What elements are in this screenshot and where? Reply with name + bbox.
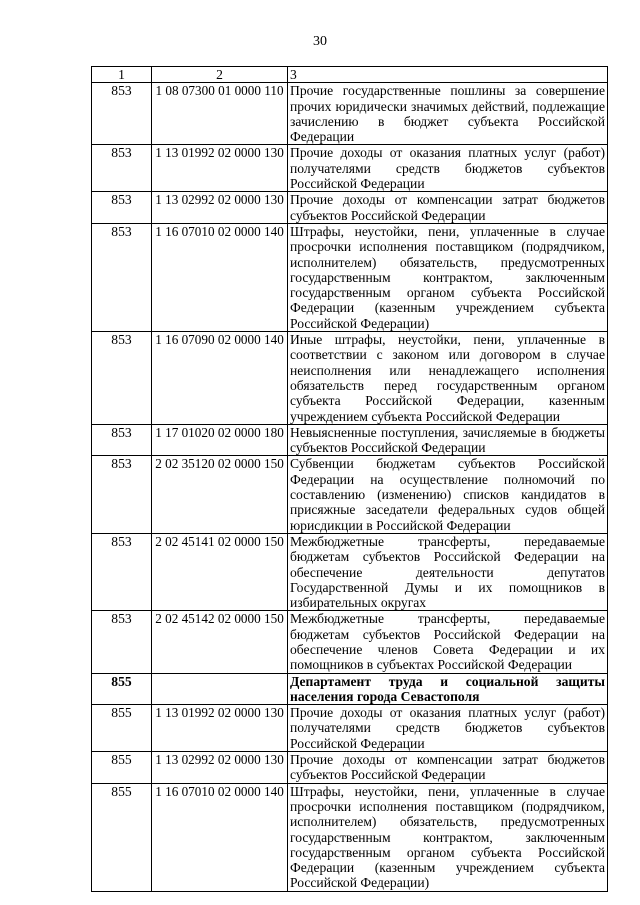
table-row — [92, 83, 608, 145]
description-cell: Прочие доходы от оказания платных услуг (работ) получателями средств бюджетов субъектов Российской Федерации — [288, 705, 608, 752]
kbk-code-cell: 1 13 02992 02 0000 130 — [152, 752, 288, 784]
kbk-code-cell: 2 02 35120 02 0000 150 — [152, 456, 288, 533]
table-row — [92, 223, 608, 331]
admin-code-cell: 853 — [92, 533, 152, 610]
kbk-code-cell: 2 02 45141 02 0000 150 — [152, 533, 288, 610]
column-header-3: 3 — [288, 67, 608, 83]
description-cell: Штрафы, неустойки, пени, уплаченные в случае просрочки исполнения поставщиком (подрядчиком, исполнителем) обязательств, предусмотренных государственным контрактом, заключенным государственным органом субъекта Российской Федерации (казенным учреждением субъекта Российской Федерации) — [288, 783, 608, 891]
admin-code-cell: 853 — [92, 456, 152, 533]
description-cell: Прочие доходы от компенсации затрат бюджетов субъектов Российской Федерации — [288, 192, 608, 224]
table-row — [92, 332, 608, 425]
table-header-row — [92, 67, 608, 83]
description-cell: Прочие доходы от компенсации затрат бюджетов субъектов Российской Федерации — [288, 752, 608, 784]
table-row — [92, 456, 608, 533]
admin-code-cell: 853 — [92, 145, 152, 192]
description-cell: Прочие доходы от оказания платных услуг (работ) получателями средств бюджетов субъектов Российской Федерации — [288, 145, 608, 192]
description-cell: Прочие государственные пошлины за совершение прочих юридически значимых действий, подлежащие зачислению в бюджет субъекта Российской Федерации — [288, 83, 608, 145]
department-heading-row — [92, 673, 608, 705]
table-row — [92, 705, 608, 752]
column-header-1: 1 — [92, 67, 152, 83]
description-cell: Иные штрафы, неустойки, пени, уплаченные в соответствии с законом или договором в случае неисполнения или ненадлежащего исполнения обязательств перед государственным органом субъекта Российской Федерации, казенным учреждением субъекта Российской Федерации — [288, 332, 608, 425]
description-cell: Штрафы, неустойки, пени, уплаченные в случае просрочки исполнения поставщиком (подрядчиком, исполнителем) обязательств, предусмотренных государственным контрактом, заключенным государственным органом субъекта Российской Федерации (казенным учреждением субъекта Российской Федерации) — [288, 223, 608, 331]
kbk-code-cell: 1 17 01020 02 0000 180 — [152, 424, 288, 456]
admin-code-cell: 853 — [92, 83, 152, 145]
admin-code-cell: 853 — [92, 223, 152, 331]
admin-code-cell: 853 — [92, 332, 152, 425]
admin-code-cell: 855 — [92, 752, 152, 784]
description-cell: Межбюджетные трансферты, передаваемые бюджетам субъектов Российской Федерации на обеспечение деятельности депутатов Государственной Думы и их помощников в избирательных округах — [288, 533, 608, 610]
admin-code-cell: 855 — [92, 673, 152, 705]
department-name-cell: Департамент труда и социальной защиты населения города Севастополя — [288, 673, 608, 705]
table-row — [92, 752, 608, 784]
admin-code-cell: 853 — [92, 611, 152, 673]
admin-code-cell: 855 — [92, 705, 152, 752]
kbk-code-cell: 1 13 01992 02 0000 130 — [152, 145, 288, 192]
page-number: 30 — [313, 34, 327, 49]
table-row — [92, 424, 608, 456]
kbk-code-cell: 1 08 07300 01 0000 110 — [152, 83, 288, 145]
admin-code-cell: 855 — [92, 783, 152, 891]
table-row — [92, 533, 608, 610]
kbk-code-cell: 1 13 02992 02 0000 130 — [152, 192, 288, 224]
kbk-code-cell: 1 16 07090 02 0000 140 — [152, 332, 288, 425]
table-row — [92, 192, 608, 224]
table-row — [92, 145, 608, 192]
table-row — [92, 783, 608, 891]
kbk-code-cell: 2 02 45142 02 0000 150 — [152, 611, 288, 673]
admin-code-cell: 853 — [92, 192, 152, 224]
revenue-table — [91, 66, 608, 892]
kbk-code-cell — [152, 673, 288, 705]
description-cell: Межбюджетные трансферты, передаваемые бюджетам субъектов Российской Федерации на обеспечение членов Совета Федерации и их помощников в субъектах Российской Федерации — [288, 611, 608, 673]
column-header-2: 2 — [152, 67, 288, 83]
description-cell: Субвенции бюджетам субъектов Российской Федерации на осуществление полномочий по составлению (изменению) списков кандидатов в присяжные заседатели федеральных судов общей юрисдикции в Российской Федерации — [288, 456, 608, 533]
kbk-code-cell: 1 16 07010 02 0000 140 — [152, 783, 288, 891]
table-row — [92, 611, 608, 673]
admin-code-cell: 853 — [92, 424, 152, 456]
description-cell: Невыясненные поступления, зачисляемые в бюджеты субъектов Российской Федерации — [288, 424, 608, 456]
kbk-code-cell: 1 13 01992 02 0000 130 — [152, 705, 288, 752]
kbk-code-cell: 1 16 07010 02 0000 140 — [152, 223, 288, 331]
